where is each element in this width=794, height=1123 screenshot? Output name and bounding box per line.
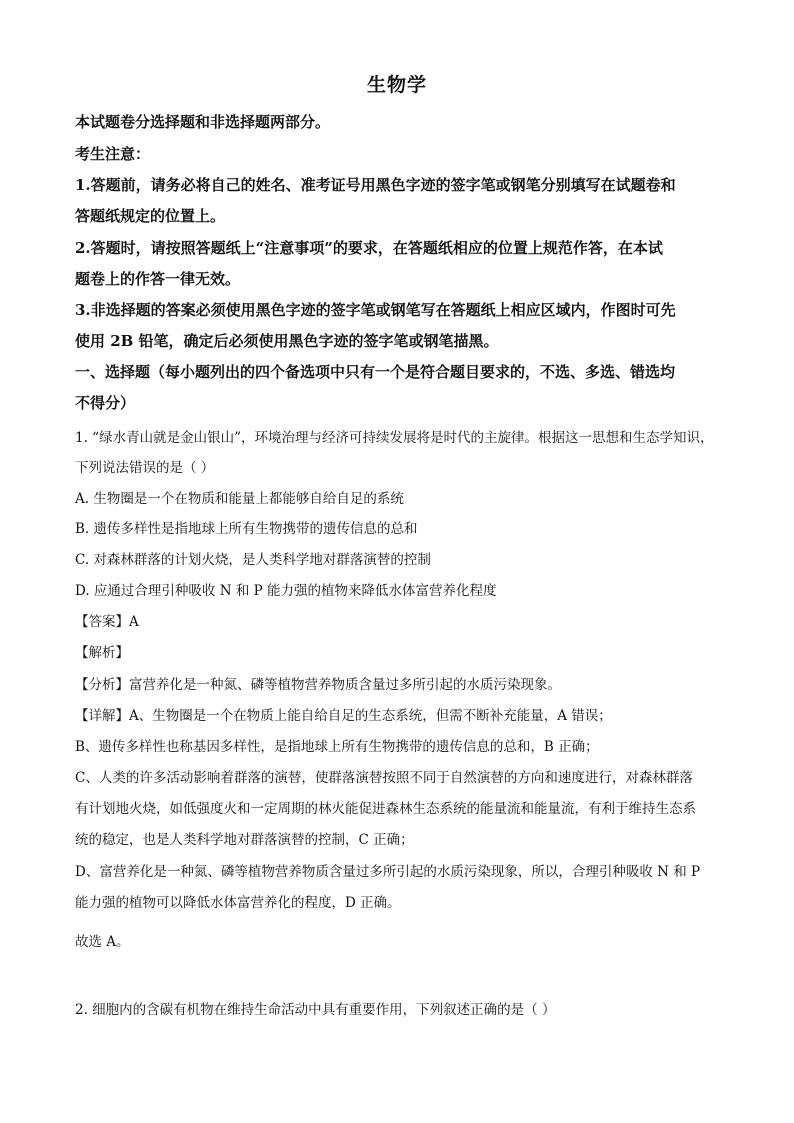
q1-explain-d-line-2: 能力强的植物可以降低水体富营养化的程度，D 正确。: [75, 895, 401, 911]
q1-stem-line-2: 下列说法错误的是（ ）: [75, 460, 215, 476]
q1-explain-d-line-1: D、富营养化是一种氮、磷等植物营养物质含量过多所引起的水质污染现象，所以，合理引种吸收 N 和 P: [75, 864, 701, 880]
q1-explain-c-line-2: 有计划地火烧，如低强度火和一定周期的林火能促进森林生态系统的能量流和能量流，有利于维持生态系: [75, 801, 696, 817]
q1-fenxi: 【分析】富营养化是一种氮、磷等植物营养物质含量过多所引起的水质污染现象。: [75, 677, 561, 693]
section-heading-line-1: 一、选择题（每小题列出的四个备选项中只有一个是符合题目要求的，不选、多选、错选均: [75, 363, 676, 381]
notice-1-line-2: 答题纸规定的位置上。: [75, 207, 226, 225]
q1-option-b: B. 遗传多样性是指地球上所有生物携带的遗传信息的总和: [75, 521, 418, 537]
q1-explain-c-line-3: 统的稳定，也是人类科学地对群落演替的控制，C 正确；: [75, 832, 414, 848]
section-heading-line-2: 不得分）: [75, 394, 136, 412]
page-title: 生物学: [366, 74, 427, 96]
q1-answer: 【答案】A: [75, 614, 139, 630]
q1-xiangjie: 【详解】A、生物圈是一个在物质上能自给自足的生态系统，但需不断补充能量，A 错误；: [75, 708, 612, 724]
q1-option-d: D. 应通过合理引种吸收 N 和 P 能力强的植物来降低水体富营养化程度: [75, 583, 497, 599]
q1-option-c: C. 对森林群落的计划火烧，是人类科学地对群落演替的控制: [75, 552, 431, 568]
q1-stem-line-1: 1. “绿水青山就是金山银山”，环境治理与经济可持续发展将是时代的主旋律。根据这一思想和生态学知识，: [75, 430, 714, 446]
notice-2-line-1: 2.答题时，请按照答题纸上“注意事项”的要求，在答题纸相应的位置上规范作答，在本试: [75, 239, 663, 257]
q1-explain-b: B、遗传多样性也称基因多样性，是指地球上所有生物携带的遗传信息的总和，B 正确；: [75, 739, 599, 755]
notice-3-line-1: 3.非选择题的答案必须使用黑色字迹的签字笔或钢笔写在答题纸上相应区域内，作图时可先: [75, 301, 676, 319]
q1-explain-c-line-1: C、人类的许多活动影响着群落的演替，使群落演替按照不同于自然演替的方向和速度进行，对森林群落: [75, 770, 693, 786]
notice-3-line-2: 使用 2B 铅笔，确定后必须使用黑色字迹的签字笔或钢笔描黑。: [75, 332, 499, 350]
q1-analysis-label: 【解析】: [75, 645, 129, 661]
notice-2-line-2: 题卷上的作答一律无效。: [75, 270, 241, 288]
notice-heading: 考生注意：: [75, 145, 151, 163]
q2-stem: 2. 细胞内的含碳有机物在维持生命活动中具有重要作用，下列叙述正确的是（ ）: [75, 1002, 556, 1018]
q1-option-a: A. 生物圈是一个在物质和能量上都能够自给自足的系统: [75, 491, 404, 507]
notice-1-line-1: 1.答题前，请务必将自己的姓名、准考证号用黑色字迹的签字笔或钢笔分别填写在试题卷和: [75, 176, 676, 194]
intro-text: 本试题卷分选择题和非选择题两部分。: [75, 113, 331, 131]
q1-conclusion: 故选 A。: [75, 934, 130, 950]
